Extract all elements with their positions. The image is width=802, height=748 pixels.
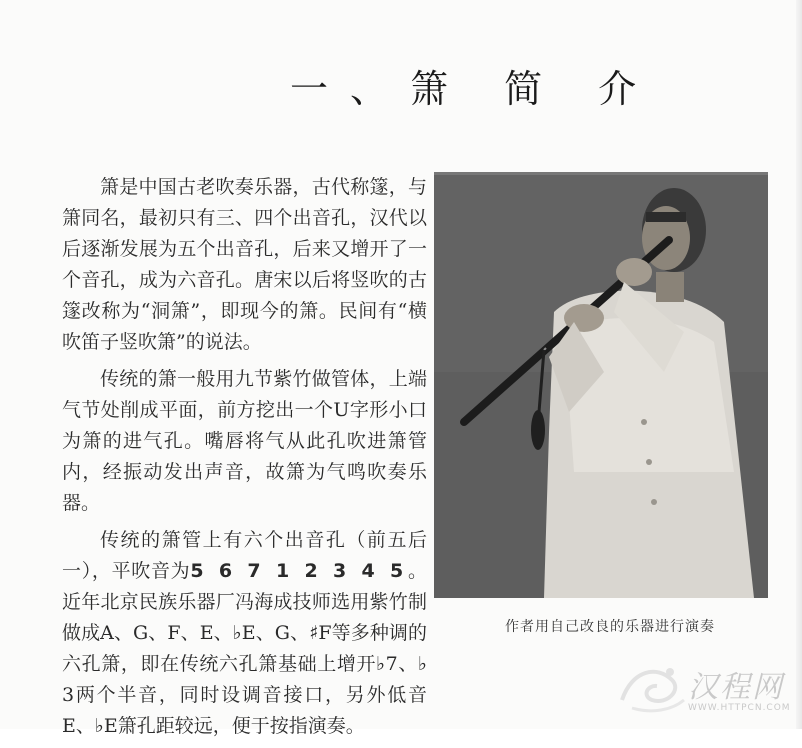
watermark-url: WWW.HTTPCN.COM	[688, 703, 791, 713]
paragraph-3-rest: 。近年北京民族乐器厂冯海成技师选用紫竹制做成A、G、F、E、♭E、G、♯F等多种调的六孔箫，即在传统六孔箫基础上增开♭7、♭3两个半音，同时设调音接口，另外低音E、♭E箫孔距较远，便于按指演奏。	[62, 560, 427, 737]
paragraph-1: 箫是中国古老吹奏乐器，古代称篴，与箫同名，最初只有三、四个出音孔，汉代以后逐渐发展为五个出音孔，后来又增开了一个音孔，成为六音孔。唐宋以后将竖吹的古篴改称为“洞箫”，即现今的箫。民间有“横吹笛子竖吹箫”的说法。	[62, 176, 427, 353]
page-title: 一、箫 简 介	[290, 67, 659, 111]
paragraph-2: 传统的箫一般用九节紫竹做管体，上端气节处削成平面，前方挖出一个U字形小口为箫的进气孔。嘴唇将气从此孔吹进箫管内，经振动发出声音，故箫为气鸣吹奏乐器。	[62, 368, 427, 514]
flute-player-photo	[434, 172, 768, 598]
photo-illustration	[434, 172, 768, 598]
paragraph-3	[62, 525, 427, 742]
body-text	[62, 172, 427, 748]
photo-caption: 作者用自己改良的乐器进行演奏	[505, 619, 715, 635]
music-notation: 5 6 7 1 2 3 4 5	[190, 560, 408, 582]
watermark-brand: 汉程网	[688, 670, 784, 705]
page-edge-shadow	[796, 0, 802, 729]
paragraph-3-intro: 传统的箫管上有六个出音孔（前五后一），平吹音为	[62, 529, 427, 582]
